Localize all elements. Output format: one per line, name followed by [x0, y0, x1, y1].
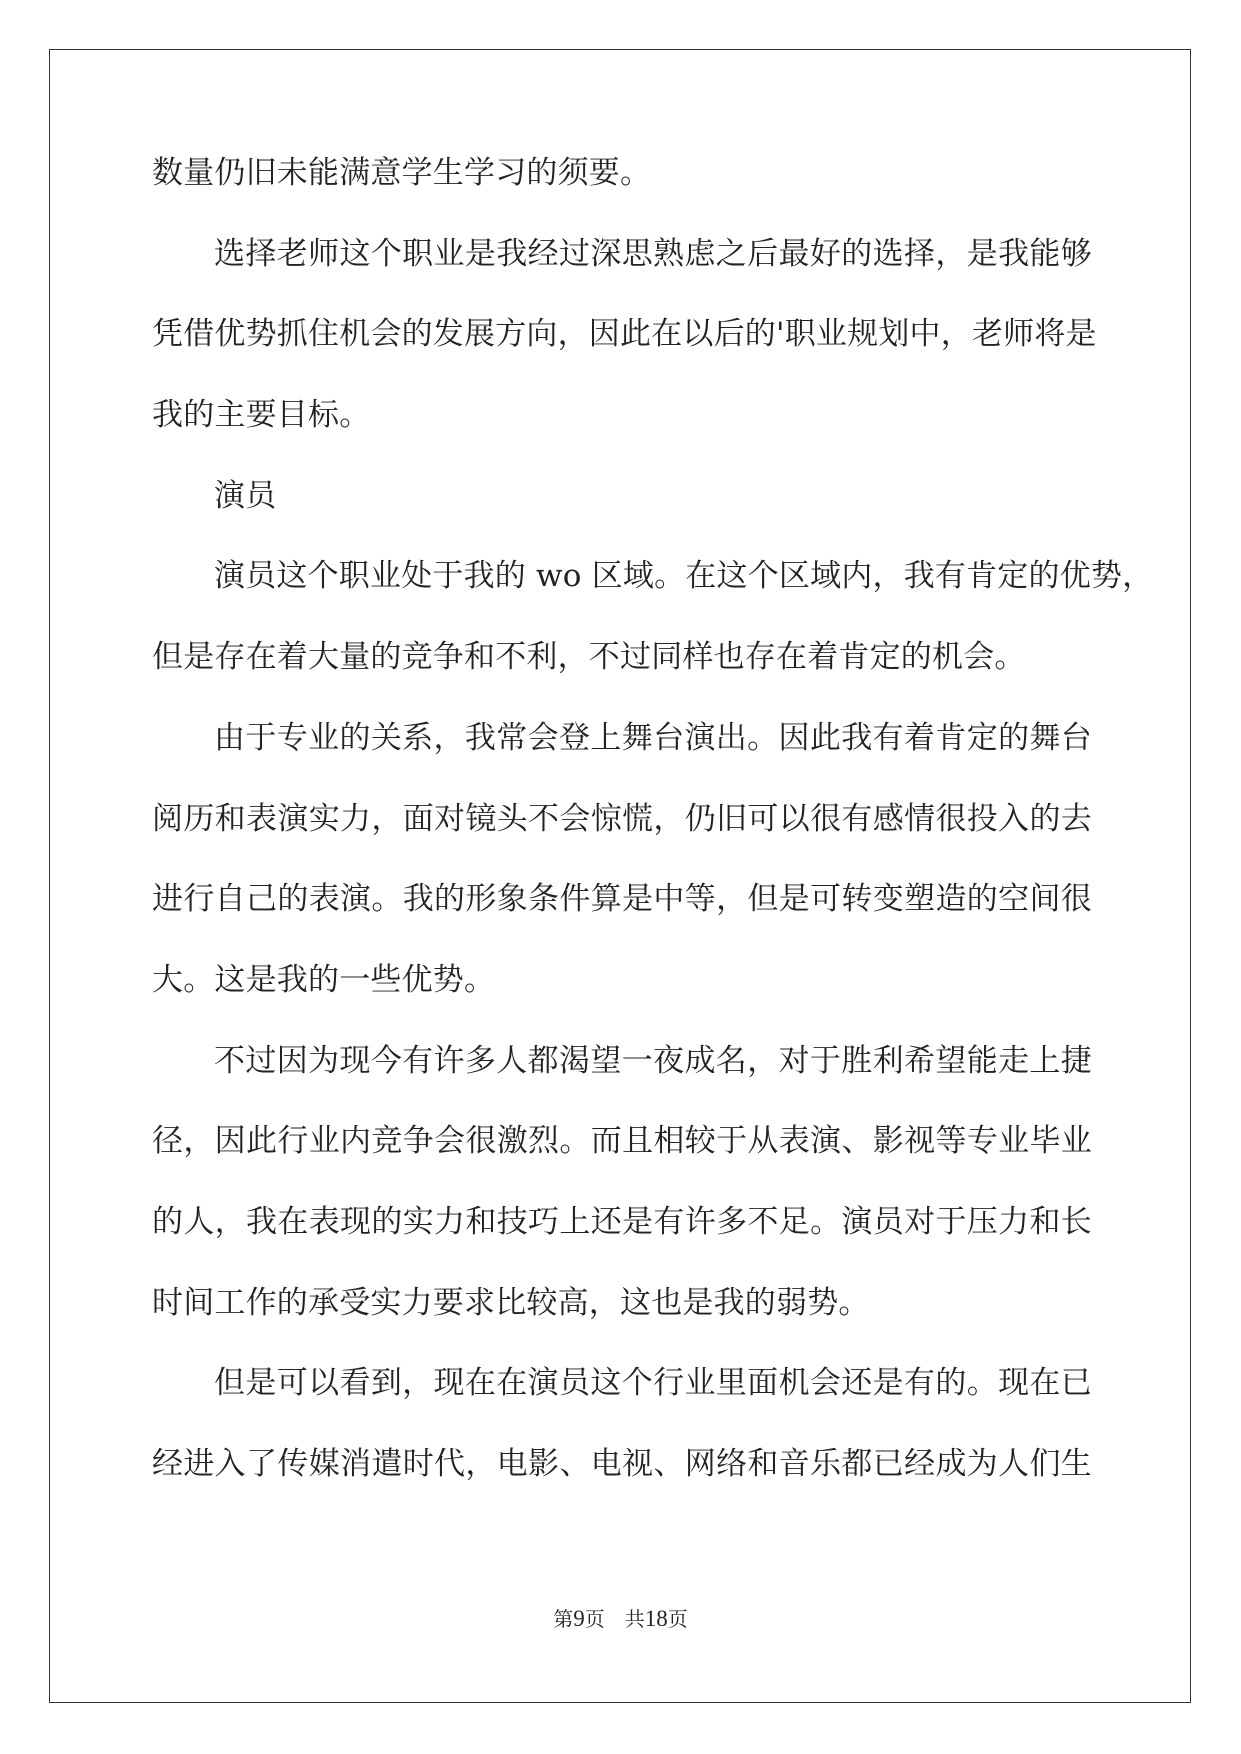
- document-body: [152, 155, 1154, 1530]
- text-line-3: 凭借优势抓住机会的发展方向，因此在以后的'职业规划中，老师将是: [152, 316, 1097, 353]
- text-line-7: 但是存在着大量的竞争和不利，不过同样也存在着肯定的机会。: [152, 639, 1026, 676]
- total-prefix: 共: [624, 1607, 645, 1631]
- text-line-14: 的人，我在表现的实力和技巧上还是有许多不足。演员对于压力和长: [152, 1203, 1092, 1240]
- text-line-4: 我的主要目标。: [152, 397, 371, 434]
- text-line-15: 时间工作的承受实力要求比较高，这也是我的弱势。: [152, 1284, 870, 1321]
- text-line-13: 径，因此行业内竞争会很激烈。而且相较于从表演、影视等专业毕业: [152, 1123, 1092, 1160]
- total-suffix: 页: [667, 1607, 688, 1631]
- text-line-17: 经进入了传媒消遣时代，电影、电视、网络和音乐都已经成为人们生: [152, 1446, 1092, 1482]
- text-line-8: 由于专业的关系，我常会登上舞台演出。因此我有着肯定的舞台: [214, 719, 1092, 756]
- text-line-9: 阅历和表演实力，面对镜头不会惊慌，仍旧可以很有感情很投入的去: [152, 800, 1092, 837]
- section-heading-actor: 演员: [214, 477, 277, 514]
- page-footer: [0, 1603, 1241, 1632]
- text-line-1: 数量仍旧未能满意学生学习的须要。: [152, 155, 652, 191]
- text-line-6: 演员这个职业处于我的 wo 区域。在这个区域内，我有肯定的优势，: [214, 558, 1154, 595]
- text-line-16: 但是可以看到，现在在演员这个行业里面机会还是有的。现在已: [214, 1365, 1092, 1402]
- text-line-11: 大。这是我的一些优势。: [152, 961, 496, 998]
- text-line-12: 不过因为现今有许多人都渴望一夜成名，对于胜利希望能走上捷: [214, 1042, 1092, 1079]
- page-number: 9: [573, 1606, 585, 1631]
- text-line-2: 选择老师这个职业是我经过深思熟虑之后最好的选择，是我能够: [214, 235, 1092, 272]
- page-suffix: 页: [584, 1607, 605, 1631]
- page-prefix: 第: [553, 1607, 574, 1631]
- total-pages: 18: [644, 1606, 668, 1631]
- text-line-10: 进行自己的表演。我的形象条件算是中等，但是可转变塑造的空间很: [152, 881, 1092, 918]
